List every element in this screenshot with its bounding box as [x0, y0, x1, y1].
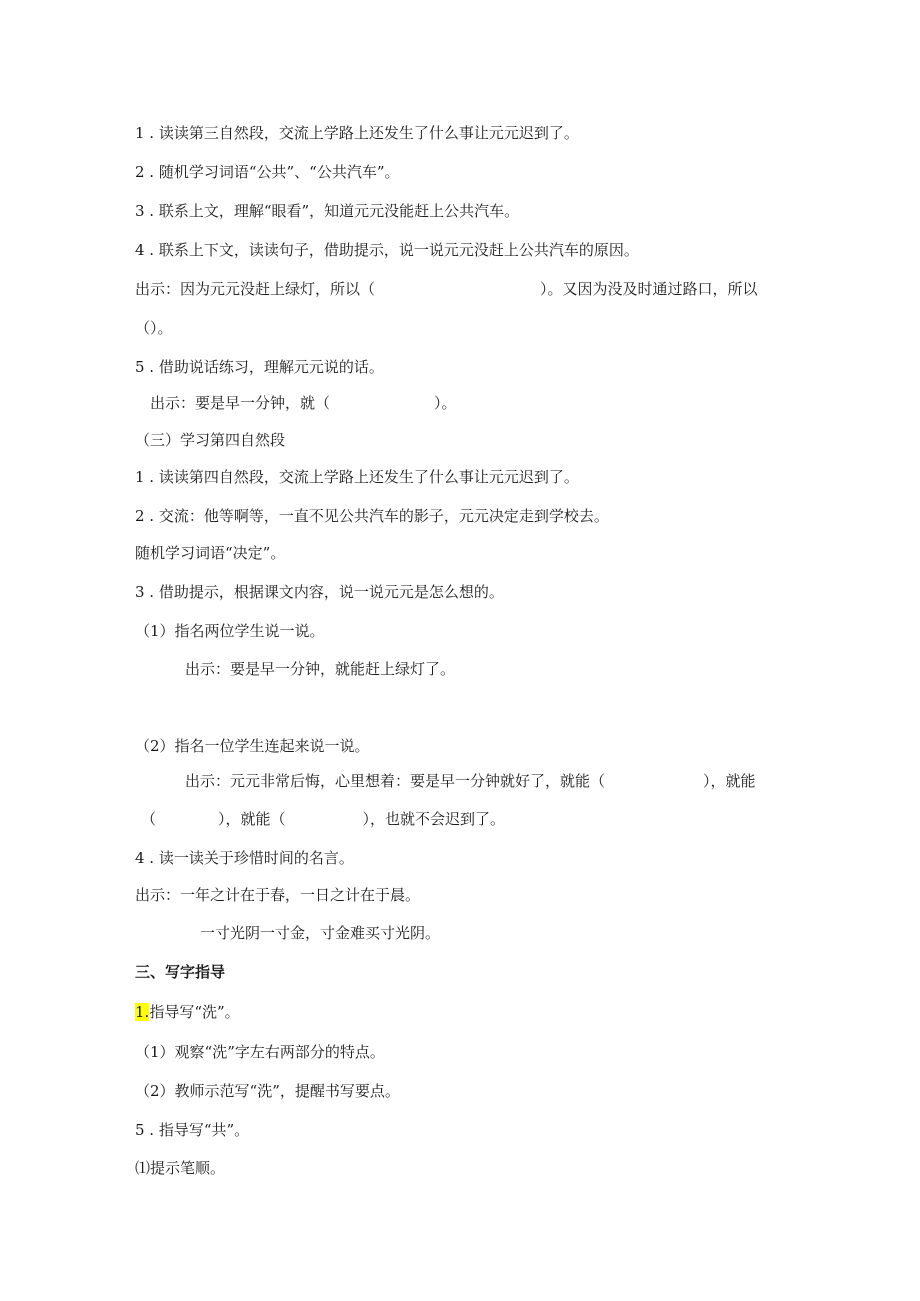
- step-3-understand-yankan: 3 . 联系上文，理解“眼看”，知道元元没能赶上公共汽车。: [135, 202, 520, 220]
- prompt-regret-part-5: ），也就不会迟到了。: [362, 810, 506, 828]
- quote-spring-morning: 出示：一年之计在于春，一日之计在于晨。: [135, 886, 421, 904]
- prompt-regret-continued: [141, 809, 505, 829]
- step-4-time-quotes: 4 . 读一读关于珍惜时间的名言。: [135, 849, 354, 867]
- prompt-one-minute-earlier: [150, 393, 457, 413]
- step-1-read-paragraph-3: 1 . 读读第三自然段，交流上学路上还发生了什么事让元元迟到了。: [135, 124, 579, 142]
- step-1-read-paragraph-4: 1 . 读读第四自然段，交流上学路上还发生了什么事让元元迟到了。: [135, 468, 579, 486]
- quote-inch-of-time: 一寸光阴一寸金，寸金难买寸光阴。: [200, 924, 441, 942]
- writing-step-1-text: 指导写“洗”。: [149, 1003, 240, 1021]
- prompt-reason-line: [135, 279, 758, 299]
- prompt-reason-blank-2: （）。: [135, 319, 173, 337]
- section-3-paragraph-4: （三）学习第四自然段: [135, 431, 286, 449]
- step-2-discussion: 2 . 交流：他等啊等，一直不见公共汽车的影子，元元决定走到学校去。: [135, 507, 609, 525]
- sub-step-2-one-student: （2）指名一位学生连起来说一说。: [135, 737, 370, 755]
- observe-xi-structure: （1）观察“洗”字左右两部分的特点。: [135, 1043, 385, 1061]
- prompt-green-light: 出示：要是早一分钟，就能赶上绿灯了。: [185, 660, 456, 678]
- step-4-reason-missed-bus: 4 . 联系上下文，读读句子，借助提示，说一说元元没赶上公共汽车的原因。: [135, 241, 639, 259]
- prompt-regret-part-1: 出示：元元非常后悔，心里想着：要是早一分钟就好了，就能（: [185, 772, 606, 790]
- step-5-speaking-practice: 5 . 借助说话练习，理解元元说的话。: [135, 358, 384, 376]
- teacher-demo-xi: （2）教师示范写“洗”，提醒书写要点。: [135, 1082, 400, 1100]
- stroke-order-hint: ⑴提示笔顺。: [135, 1159, 226, 1177]
- prompt-regret-part-3: （: [141, 810, 157, 828]
- prompt-one-minute-part-1: 出示：要是早一分钟，就（: [150, 394, 331, 412]
- prompt-regret-line: [185, 771, 756, 791]
- step-2-vocabulary-bus: 2 . 随机学习词语“公共”、“公共汽车”。: [135, 163, 400, 181]
- sub-step-1-two-students: （1）指名两位学生说一说。: [135, 622, 325, 640]
- prompt-reason-part-1: 出示：因为元元没赶上绿灯，所以（: [135, 280, 376, 298]
- writing-step-5-gong: 5 . 指导写“共”。: [135, 1121, 250, 1139]
- prompt-regret-part-4: ），就能（: [218, 810, 286, 828]
- prompt-reason-part-2: ）。又因为没及时通过路口，所以: [540, 280, 758, 298]
- vocabulary-decide: 随机学习词语“决定”。: [135, 544, 286, 562]
- highlighted-number: 1.: [135, 1003, 150, 1021]
- prompt-one-minute-part-2: ）。: [434, 394, 457, 412]
- prompt-regret-part-2: ），就能: [703, 772, 756, 790]
- step-3-what-yuanyuan-thinks: 3 . 借助提示，根据课文内容，说一说元元是怎么想的。: [135, 583, 504, 601]
- section-writing-guidance: 三、写字指导: [135, 963, 226, 981]
- writing-step-1-xi: [135, 1002, 240, 1022]
